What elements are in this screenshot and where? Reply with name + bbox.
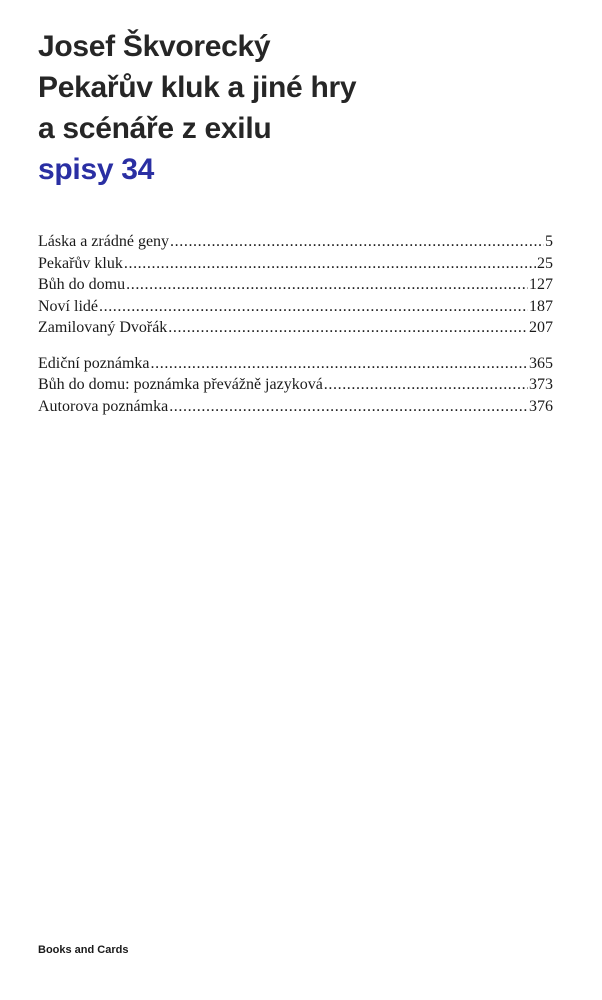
toc-leader-dots (151, 353, 528, 375)
toc-entry (38, 374, 553, 396)
toc-entry-page: 376 (529, 397, 553, 415)
toc-entry-page: 365 (529, 354, 553, 372)
toc-entry-page: 5 (545, 233, 553, 250)
toc-leader-dots (99, 296, 528, 318)
toc-section-gap (38, 339, 553, 353)
toc-entry (38, 317, 553, 339)
toc-leader-dots (169, 396, 528, 418)
toc-entry-title: Bůh do domu: poznámka převážně jazyková (38, 376, 323, 393)
toc-entry-page: 127 (529, 276, 553, 293)
book-title-line-1: Pekařův kluk a jiné hry (38, 71, 357, 104)
toc-entry-title: Zamilovaný Dvořák (38, 319, 168, 336)
toc-entry-page: 373 (529, 376, 553, 393)
title-block (38, 26, 578, 190)
toc-entry (38, 396, 553, 418)
toc-entry-page: 187 (529, 297, 553, 315)
author-name: Josef Škvorecký (38, 30, 271, 63)
toc-leader-dots (324, 374, 528, 396)
toc-entry-title: Pekařův kluk (38, 254, 123, 272)
publisher-name: Books and Cards (38, 944, 129, 956)
toc-entry (38, 296, 553, 318)
toc-leader-dots (168, 317, 528, 339)
series-label: spisy 34 (38, 153, 155, 186)
toc-entry-page: 25 (537, 254, 553, 272)
toc-entry-title: Noví lidé (38, 297, 98, 315)
table-of-contents (38, 231, 553, 417)
toc-entry-title: Ediční poznámka (38, 354, 150, 372)
toc-entry (38, 253, 553, 275)
book-title-line-2: a scénáře z exilu (38, 112, 272, 145)
toc-entry-title: Láska a zrádné geny (38, 233, 170, 250)
toc-leader-dots (126, 274, 528, 296)
toc-entry (38, 231, 553, 253)
toc-entry-title: Autorova poznámka (38, 397, 169, 415)
toc-entry-title: Bůh do domu (38, 276, 126, 293)
toc-entry (38, 353, 553, 375)
toc-entry (38, 274, 553, 296)
toc-entry-page: 207 (529, 319, 553, 336)
toc-leader-dots (124, 253, 536, 275)
toc-leader-dots (170, 231, 544, 253)
